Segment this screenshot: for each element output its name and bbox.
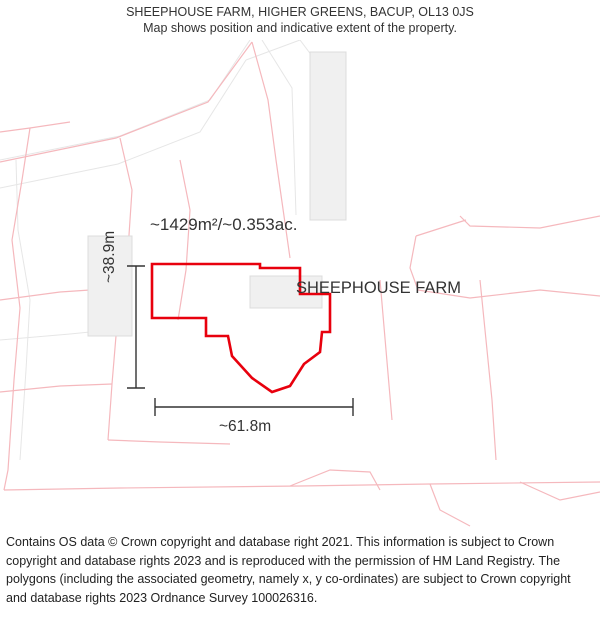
page-subtitle: Map shows position and indicative extent of the property. [143, 21, 457, 35]
page-title: SHEEPHOUSE FARM, HIGHER GREENS, BACUP, OL13 0JS [126, 5, 474, 19]
property-name-label: SHEEPHOUSE FARM [296, 279, 462, 297]
copyright-footer: Contains OS data © Crown copyright and database right 2021. This information is subject to Crown copyright and database rights 2023 and is reproduced with the permission of HM Land Registry. The polygons (including the associated geometry, namely x, y co-ordinates) are subject to Crown copyright and database rights 2023 Ordnance Survey 100026316. [6, 535, 571, 605]
field-lines [0, 40, 332, 460]
page-header [0, 0, 600, 40]
area-label: ~1429m²/~0.353ac. [150, 215, 298, 234]
width-label: ~61.8m [219, 418, 272, 435]
width-dimension-line [155, 398, 353, 416]
map-canvas[interactable] [0, 40, 600, 530]
height-label: ~38.9m [101, 230, 118, 283]
